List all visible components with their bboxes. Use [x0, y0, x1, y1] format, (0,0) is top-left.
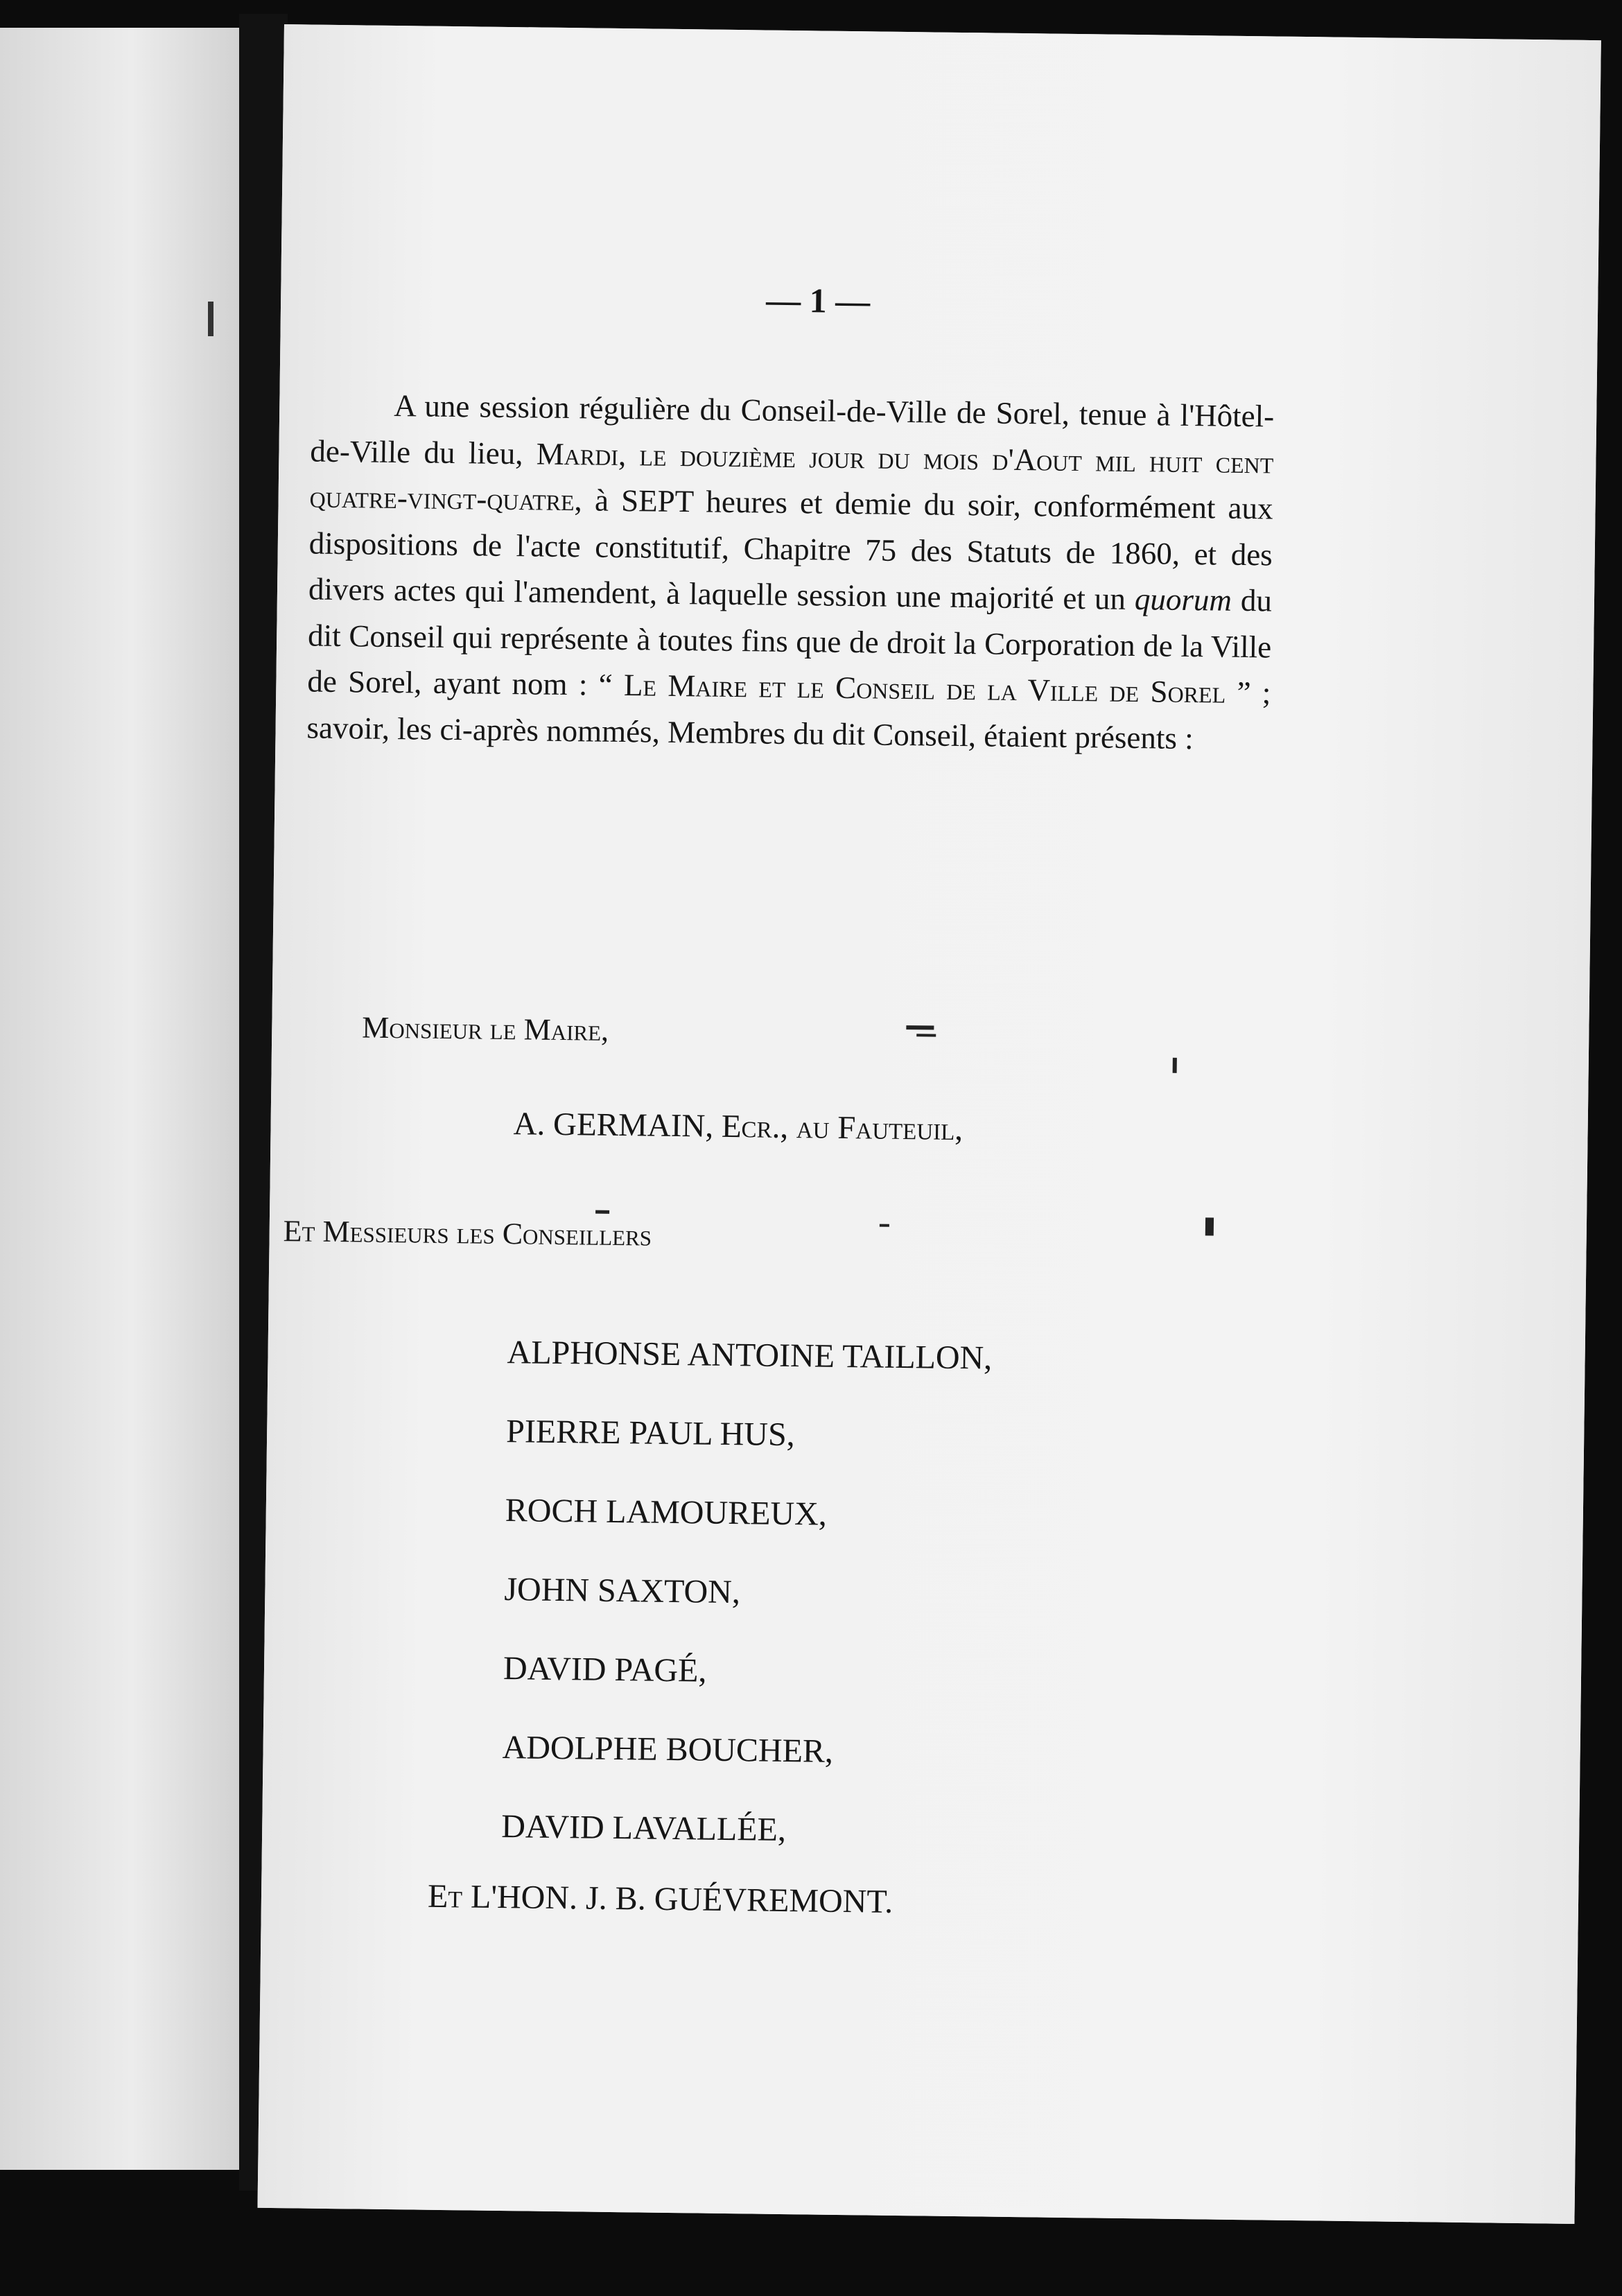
councillor-name: ADOLPHE BOUCHER,	[502, 1729, 834, 1770]
chair-title: , Ecr., au Fauteuil,	[705, 1108, 963, 1148]
councillors-list	[501, 1313, 993, 1872]
document-page	[258, 24, 1601, 2224]
scan-speck	[906, 1025, 934, 1029]
meeting-date: Mardi, le douzième jour du mois d'Aout mil huit cent quatre-vingt-quatre,	[309, 435, 1274, 518]
mayor-name: A. GERMAIN	[513, 1106, 706, 1145]
scan-speck	[880, 1224, 889, 1227]
chair-line	[513, 1105, 963, 1148]
councillor-name: ALPHONSE ANTOINE TAILLON,	[507, 1334, 993, 1377]
councillor-name: DAVID PAGÉ,	[503, 1650, 707, 1689]
page-number: — 1 —	[765, 280, 871, 321]
scan-speck	[1173, 1058, 1177, 1073]
councillor-name: PIERRE PAUL HUS,	[505, 1413, 796, 1454]
scan-speck	[1205, 1217, 1214, 1235]
scan-speck	[916, 1034, 936, 1036]
paragraph-part-5: du dit Conseil qui représente à toutes fins que de droit la Corporation de la Ville de Sorel, ayant nom : “	[307, 582, 1273, 703]
closing-prefix: Et	[427, 1877, 463, 1915]
paragraph-part-3: à SEPT heures et demie du soir, conformément aux dispositions de l'acte constitutif, Chapitre 75 des Statuts de 1860, et des divers actes qui l'amendent, à laquelle session une majorité et un	[308, 482, 1273, 617]
corporation-name: Le Maire et le Conseil de la Ville de Sorel	[623, 668, 1226, 710]
councillor-name: DAVID LAVALLÉE,	[500, 1808, 787, 1849]
councillors-heading: Et Messieurs les Conseillers	[283, 1214, 652, 1253]
closing-line	[428, 1877, 893, 1921]
paragraph-part-7: ” ; savoir, les ci-après nommés, Membres du dit Conseil, étaient présents :	[306, 675, 1271, 756]
session-paragraph	[306, 382, 1274, 763]
previous-page-edge	[0, 28, 239, 2170]
quorum-word: quorum	[1134, 582, 1232, 618]
closing-name: L'HON. J. B. GUÉVREMONT.	[462, 1878, 893, 1920]
scan-speck	[595, 1210, 609, 1214]
paragraph-part-1: A une session régulière du Conseil-de-Ville de Sorel, tenue à l'Hôtel-de-Ville du lieu,	[310, 388, 1275, 471]
councillor-name: JOHN SAXTON,	[504, 1571, 741, 1611]
mayor-label: Monsieur le Maire,	[362, 1010, 609, 1047]
ink-mark	[208, 302, 213, 336]
councillor-name: ROCH LAMOUREUX,	[505, 1492, 828, 1533]
